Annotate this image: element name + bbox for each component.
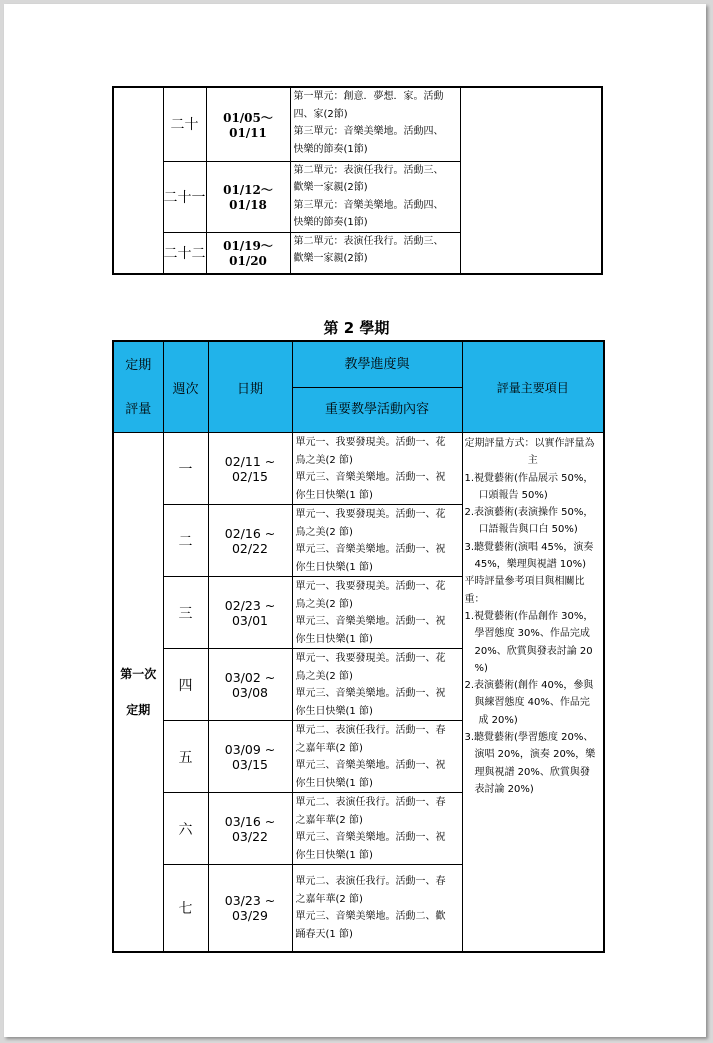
- week-cell: 七: [163, 865, 208, 952]
- date-cell: 02/11 ~ 02/15: [208, 433, 292, 505]
- week-cell: 一: [163, 433, 208, 505]
- semester-title: 第 2 學期: [323, 319, 390, 337]
- table-row: [113, 87, 602, 161]
- week-cell: 五: [163, 721, 208, 793]
- content-cell: 單元二、表演任我行。活動一、春 之嘉年華(2 節) 單元三、音樂美樂地。活動二、歡 踊春天(1 節): [292, 865, 462, 952]
- week-cell: 二十二: [163, 232, 206, 274]
- date-cell: 01/12～01/18: [206, 161, 290, 232]
- content-cell: 單元一、我要發現美。活動一、花 鳥之美(2 節) 單元三、音樂美樂地。活動一、祝 你生日快樂(1 節): [292, 433, 462, 505]
- content-cell: 第二單元：表演任我行。活動三、 歡樂一家親(2節): [290, 232, 460, 274]
- content-cell: 第一單元：創意．夢想．家。活動 四、家(2節) 第三單元：音樂美樂地。活動四、 快樂的節奏(1節): [290, 87, 460, 161]
- content-cell: 單元二、表演任我行。活動一、春 之嘉年華(2 節) 單元三、音樂美樂地。活動一、祝 你生日快樂(1 節): [292, 721, 462, 793]
- header-date: 日期: [208, 341, 292, 433]
- assessment-cell-empty: [460, 87, 602, 274]
- content-cell: 單元一、我要發現美。活動一、花 鳥之美(2 節) 單元三、音樂美樂地。活動一、祝 你生日快樂(1 節): [292, 577, 462, 649]
- assessment-cell: 定期評量方式：以實作評量為 主 1.視覺藝術(作品展示 50%， 口頭報告 50%) 2.表演藝術(表演操作 50%， 口語報告與口白 50%) 3.聽覺藝術(演唱 45%，演奏 45%，樂理與視譜 10%) 平時評量參考項目與相關比 重： 1.視覺藝術(作品創作 30%， 學習態度 30%、作品完成 20%、欣賞與發表討論 20 %) 2.表演藝術(創作 40%，參與 與練習態度 40%、作品完 成 20%) 3.聽覺藝術(學習態度 20%、 演唱 20%，演奏 20%，樂 理與視譜 20%、欣賞與發 表討論 20%): [462, 433, 604, 952]
- header-content: 教學進度與 重要教學活動內容: [292, 341, 462, 433]
- content-cell: 單元一、我要發現美。活動一、花 鳥之美(2 節) 單元三、音樂美樂地。活動一、祝 你生日快樂(1 節): [292, 505, 462, 577]
- header-period: 定期 評量: [113, 341, 163, 433]
- week-cell: 三: [163, 577, 208, 649]
- week-cell: 六: [163, 793, 208, 865]
- date-cell: 03/23 ~ 03/29: [208, 865, 292, 952]
- date-cell: 02/16 ~ 02/22: [208, 505, 292, 577]
- header-assessment: 評量主要項目: [462, 341, 604, 433]
- header-week: 週次: [163, 341, 208, 433]
- table-row: [113, 433, 604, 505]
- content-cell: 單元二、表演任我行。活動一、春 之嘉年華(2 節) 單元三、音樂美樂地。活動一、祝 你生日快樂(1 節): [292, 793, 462, 865]
- content-cell: 第二單元：表演任我行。活動三、 歡樂一家親(2節) 第三單元：音樂美樂地。活動四、 快樂的節奏(1節): [290, 161, 460, 232]
- date-cell: 02/23 ~ 03/01: [208, 577, 292, 649]
- week-cell: 四: [163, 649, 208, 721]
- date-cell: 03/02 ~ 03/08: [208, 649, 292, 721]
- content-cell: 單元一、我要發現美。活動一、花 鳥之美(2 節) 單元三、音樂美樂地。活動一、祝 你生日快樂(1 節): [292, 649, 462, 721]
- week-cell: 二十: [163, 87, 206, 161]
- week-cell: 二十一: [163, 161, 206, 232]
- period-cell-empty: [113, 87, 163, 274]
- date-cell: 03/16 ~ 03/22: [208, 793, 292, 865]
- period-label-cell: 第一次 定期: [113, 433, 163, 952]
- semester1-continuation-table: [112, 86, 603, 275]
- semester2-table: [112, 340, 605, 953]
- date-cell: 03/09 ~ 03/15: [208, 721, 292, 793]
- date-cell: 01/05～01/11: [206, 87, 290, 161]
- week-cell: 二: [163, 505, 208, 577]
- header-row: [113, 341, 604, 433]
- date-cell: 01/19～01/20: [206, 232, 290, 274]
